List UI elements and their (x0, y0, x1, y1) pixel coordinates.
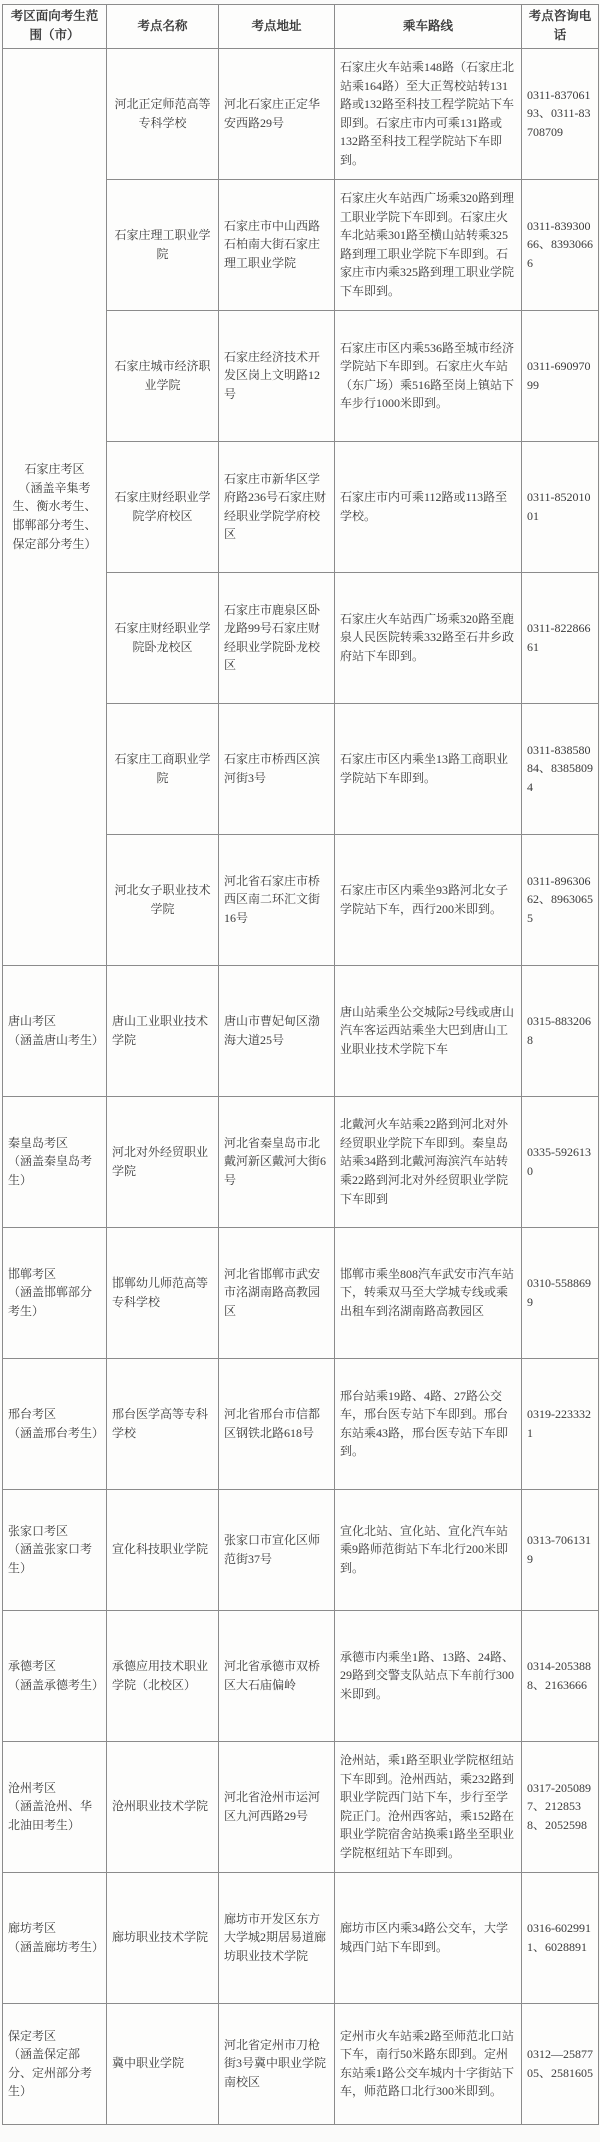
site-address-cell: 石家庄市鹿泉区卧龙路99号石家庄财经职业学院卧龙校区 (219, 572, 335, 703)
phone-cell: 0311-83858084、83858094 (522, 703, 599, 834)
region-cell-baoding (3, 2003, 107, 2124)
phone-cell: 0335-5926130 (522, 1096, 599, 1227)
route-cell: 石家庄火车站西广场乘320路至鹿泉人民医院转乘332路至石井乡政府站下车即到。 (335, 572, 522, 703)
region-title: 张家口考区 (8, 1523, 69, 1538)
phone-cell: 0317-2050897、2128538、2052598 (522, 1741, 599, 1872)
site-address-cell: 廊坊市开发区东方大学城2期居易道廊坊职业技术学院 (219, 1872, 335, 2003)
site-name-cell: 河北正定师范高等专科学校 (107, 48, 219, 179)
site-address-cell: 石家庄市中山西路石柏南大街石家庄理工职业学院 (219, 179, 335, 310)
route-cell: 石家庄市内可乘112路或113路至学校。 (335, 441, 522, 572)
route-cell: 邯郸市乘坐808汽车武安市汽车站下，转乘双马至大学城专线或乘出租车到洺湖南路高教园区 (335, 1227, 522, 1358)
site-name-cell: 石家庄财经职业学院学府校区 (107, 441, 219, 572)
region-title: 秦皇岛考区 (8, 1135, 69, 1150)
phone-cell: 0311-83706193、0311-83708709 (522, 48, 599, 179)
site-address-cell: 河北省定州市刀枪街3号冀中职业学院南校区 (219, 2003, 335, 2124)
phone-cell: 0311-89630662、89630655 (522, 834, 599, 965)
region-title: 石家庄考区 (24, 462, 85, 477)
route-cell: 邢台站乘19路、4路、27路公交车，邢台医专站下车即到。邢台东站乘43路，邢台医专站下车即到。 (335, 1358, 522, 1489)
region-title: 沧州考区 (8, 1780, 57, 1795)
table-row (3, 1489, 599, 1610)
phone-cell: 0313-7061319 (522, 1489, 599, 1610)
phone-cell: 0311-85201001 (522, 441, 599, 572)
region-cell-shijiazhuang (3, 48, 107, 965)
table-row (3, 2003, 599, 2124)
header-site-name: 考点名称 (107, 5, 219, 49)
exam-sites-table (2, 4, 599, 2125)
region-title: 邯郸考区 (8, 1266, 57, 1281)
region-title: 承德考区 (8, 1659, 57, 1674)
region-scope: （涵盖保定部分、定州部分考生） (8, 2047, 93, 2099)
site-name-cell: 石家庄城市经济职业学院 (107, 310, 219, 441)
site-address-cell: 河北省秦皇岛市北戴河新区戴河大街6号 (219, 1096, 335, 1227)
site-address-cell: 河北石家庄正定华安西路29号 (219, 48, 335, 179)
site-name-cell: 邢台医学高等专科学校 (107, 1358, 219, 1489)
header-row (3, 5, 599, 49)
region-title: 廊坊考区 (8, 1921, 57, 1936)
route-cell: 廊坊市区内乘34路公交车，大学城西门站下车即到。 (335, 1872, 522, 2003)
route-cell: 石家庄市区内乘坐13路工商职业学院站下车即到。 (335, 703, 522, 834)
route-cell: 石家庄市区内乘536路至城市经济学院站下车即到。石家庄火车站（东广场）乘516路至岗上镇站下车步行1000米即到。 (335, 310, 522, 441)
phone-cell: 0310-5588699 (522, 1227, 599, 1358)
region-cell-handan (3, 1227, 107, 1358)
region-scope: （涵盖邯郸部分考生） (8, 1285, 93, 1319)
route-cell: 石家庄火车站西广场乘320路到理工职业学院下车即到。石家庄火车北站乘301路至横山站转乘325路到理工职业学院下车即到。石家庄市内乘325路到理工职业学院下车即到。 (335, 179, 522, 310)
site-address-cell: 石家庄经济技术开发区岗上文明路12号 (219, 310, 335, 441)
site-name-cell: 石家庄理工职业学院 (107, 179, 219, 310)
table-row (3, 1358, 599, 1489)
site-name-cell: 宣化科技职业学院 (107, 1489, 219, 1610)
table-row (3, 1096, 599, 1227)
table-row (3, 1872, 599, 2003)
site-name-cell: 石家庄财经职业学院卧龙校区 (107, 572, 219, 703)
site-name-cell: 冀中职业学院 (107, 2003, 219, 2124)
header-address: 考点地址 (219, 5, 335, 49)
route-cell: 定州市火车站乘2路至师范北口站下车，南行50米路东即到。定州东站乘1路公交车城内十字街站下车，师范路口北行300米即到。 (335, 2003, 522, 2124)
route-cell: 唐山站乘坐公交城际2号线或唐山汽车客运西站乘坐大巴到唐山工业职业技术学院下车 (335, 965, 522, 1096)
region-scope: （涵盖邢台考生） (8, 1425, 105, 1440)
header-route: 乘车路线 (335, 5, 522, 49)
region-scope: （涵盖承德考生） (8, 1677, 105, 1692)
site-address-cell: 石家庄市桥西区滨河街3号 (219, 703, 335, 834)
route-cell: 承德市内乘坐1路、13路、24路、29路到交警支队站点下车前行300米即到。 (335, 1610, 522, 1741)
region-scope: （涵盖秦皇岛考生） (8, 1154, 93, 1188)
site-name-cell: 廊坊职业技术学院 (107, 1872, 219, 2003)
site-address-cell: 张家口市宣化区师范街37号 (219, 1489, 335, 1610)
route-cell: 石家庄市区内乘坐93路河北女子学院站下车，西行200米即到。 (335, 834, 522, 965)
site-name-cell: 河北对外经贸职业学院 (107, 1096, 219, 1227)
region-title: 唐山考区 (8, 1014, 57, 1029)
route-cell: 沧州站，乘1路至职业学院枢纽站下车即到。沧州西站，乘232路到职业学院西门站下车，步行至学院正门。沧州西客站，乘152路在职业学院宿舍站换乘1路坐至职业学院枢纽站下车即到。 (335, 1741, 522, 1872)
region-cell-cangzhou (3, 1741, 107, 1872)
phone-cell: 0311-83930066、83930666 (522, 179, 599, 310)
region-cell-chengde (3, 1610, 107, 1741)
phone-cell: 0311-82286661 (522, 572, 599, 703)
phone-cell: 0314-2053888、2163666 (522, 1610, 599, 1741)
site-name-cell: 石家庄工商职业学院 (107, 703, 219, 834)
table-row (3, 1610, 599, 1741)
region-scope: （涵盖廊坊考生） (8, 1939, 105, 1954)
site-address-cell: 河北省邢台市信都区钢铁北路618号 (219, 1358, 335, 1489)
phone-cell: 0319-2233321 (522, 1358, 599, 1489)
phone-cell: 0315-8832068 (522, 965, 599, 1096)
region-title: 邢台考区 (8, 1407, 57, 1422)
table-row (3, 1227, 599, 1358)
route-cell: 北戴河火车站乘22路到河北对外经贸职业学院下车即到。秦皇岛站乘34路到北戴河海滨汽车站转乘22路到河北对外经贸职业学院下车即到 (335, 1096, 522, 1227)
route-cell: 石家庄火车站乘148路（石家庄北站乘164路）至大正驾校站转131路或132路至科技工程学院站下车即到。石家庄市内可乘131路或132路至科技工程学院站下车即到。 (335, 48, 522, 179)
site-name-cell: 唐山工业职业技术学院 (107, 965, 219, 1096)
header-region: 考区面向考生范围（市） (3, 5, 107, 49)
phone-cell: 0316-6029911、6028891 (522, 1872, 599, 2003)
phone-cell: 0312—2587705、2581605 (522, 2003, 599, 2124)
region-cell-qinhuangdao (3, 1096, 107, 1227)
site-address-cell: 唐山市曹妃甸区渤海大道25号 (219, 965, 335, 1096)
phone-cell: 0311-69097099 (522, 310, 599, 441)
region-title: 保定考区 (8, 2028, 57, 2043)
table-row (3, 965, 599, 1096)
site-name-cell: 邯郸幼儿师范高等专科学校 (107, 1227, 219, 1358)
site-name-cell: 河北女子职业技术学院 (107, 834, 219, 965)
region-scope: （涵盖辛集考生、衡水考生、邯郸部分考生、保定部分考生） (12, 480, 97, 551)
site-address-cell: 河北省承德市双桥区大石庙偏岭 (219, 1610, 335, 1741)
region-cell-tangshan (3, 965, 107, 1096)
header-phone: 考点咨询电话 (522, 5, 599, 49)
region-cell-xingtai (3, 1358, 107, 1489)
region-scope: （涵盖唐山考生） (8, 1032, 105, 1047)
table-row (3, 48, 599, 179)
region-scope: （涵盖张家口考生） (8, 1542, 93, 1576)
route-cell: 宣化北站、宣化站、宣化汽车站乘9路师范街站下车北行200米即到。 (335, 1489, 522, 1610)
region-scope: （涵盖沧州、华北油田考生） (8, 1799, 93, 1833)
region-cell-langfang (3, 1872, 107, 2003)
site-address-cell: 石家庄市新华区学府路236号石家庄财经职业学院学府校区 (219, 441, 335, 572)
site-address-cell: 河北省邯郸市武安市洺湖南路高教园区 (219, 1227, 335, 1358)
site-name-cell: 沧州职业技术学院 (107, 1741, 219, 1872)
site-name-cell: 承德应用技术职业学院（北校区） (107, 1610, 219, 1741)
table-row (3, 1741, 599, 1872)
region-cell-zhangjiakou (3, 1489, 107, 1610)
site-address-cell: 河北省石家庄市桥西区南二环汇文街16号 (219, 834, 335, 965)
site-address-cell: 河北省沧州市运河区九河西路29号 (219, 1741, 335, 1872)
